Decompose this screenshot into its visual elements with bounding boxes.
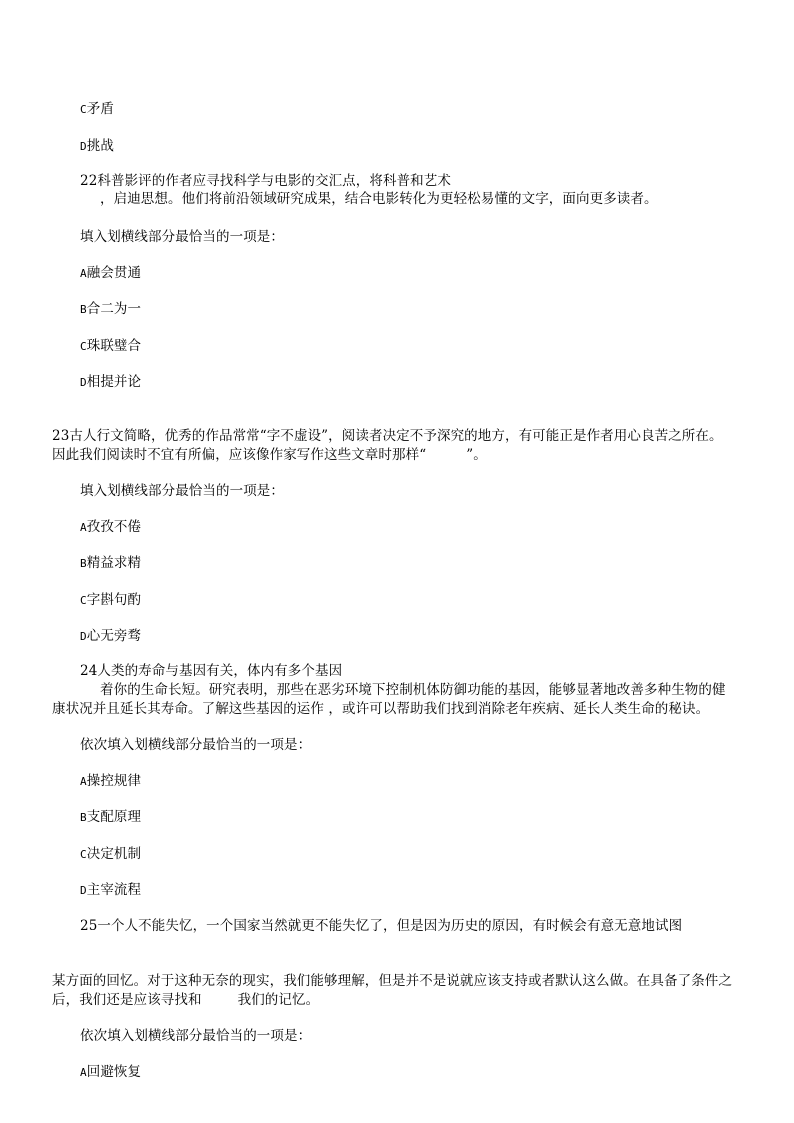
q25-line3-tail: 我们的记忆。 bbox=[237, 992, 320, 1008]
q23-option-a bbox=[80, 518, 141, 537]
option-letter: C bbox=[80, 594, 87, 607]
option-text: 主宰流程 bbox=[86, 882, 142, 898]
q23-question-line2 bbox=[52, 446, 487, 464]
option-letter: C bbox=[80, 848, 87, 861]
option-text: 挑战 bbox=[86, 138, 114, 154]
option-text: 支配原理 bbox=[86, 809, 142, 825]
option-text: 融会贯通 bbox=[86, 265, 142, 281]
q21-option-c bbox=[80, 100, 114, 119]
q24-option-d bbox=[80, 881, 141, 900]
option-text: 回避恢复 bbox=[86, 1064, 142, 1080]
option-letter: B bbox=[80, 811, 87, 824]
q23-line2-text: 因此我们阅读时不宜有所偏，应该像作家写作这些文章时那样“ bbox=[52, 447, 427, 463]
q23-option-b bbox=[80, 554, 141, 573]
option-text: 决定机制 bbox=[86, 846, 142, 862]
q22-option-c bbox=[80, 337, 141, 356]
q23-line2-close: ”。 bbox=[466, 447, 487, 463]
option-text: 心无旁骛 bbox=[86, 628, 142, 644]
q23-option-d bbox=[80, 627, 141, 646]
option-letter: A bbox=[80, 775, 87, 788]
option-text: 精益求精 bbox=[86, 555, 142, 571]
option-letter: D bbox=[80, 884, 87, 897]
q24-question-line1: 24人类的寿命与基因有关，体内有多个基因 bbox=[80, 663, 343, 679]
q25-option-a bbox=[80, 1063, 141, 1082]
q22-option-d bbox=[80, 373, 141, 392]
q22-option-a bbox=[80, 264, 141, 283]
option-text: 珠联璧合 bbox=[86, 338, 142, 354]
q25-prompt: 依次填入划横线部分最恰当的一项是： bbox=[80, 1028, 312, 1044]
q22-prompt: 填入划横线部分最恰当的一项是： bbox=[80, 229, 284, 245]
q21-option-d bbox=[80, 137, 114, 156]
q22-question-line2: ，启迪思想。他们将前沿领域研究成果，结合电影转化为更轻松易懂的文字，面向更多读者。 bbox=[100, 191, 658, 207]
option-letter: D bbox=[80, 630, 87, 643]
option-text: 矛盾 bbox=[86, 101, 114, 117]
option-text: 相提并论 bbox=[86, 374, 142, 390]
option-letter: A bbox=[80, 1066, 87, 1079]
q24-question-line3: 康状况并且延长其寿命。了解这些基因的运作 ，或许可以帮助我们找到消除老年疾病、延长人类生命的秘诀。 bbox=[52, 701, 710, 717]
q25-question-line1: 25一个人不能失忆，一个国家当然就更不能失忆了，但是因为历史的原因，有时候会有意无意地试图 bbox=[80, 918, 683, 934]
option-letter: D bbox=[80, 376, 87, 389]
option-letter: B bbox=[80, 557, 87, 570]
option-letter: D bbox=[80, 140, 87, 153]
q24-prompt: 依次填入划横线部分最恰当的一项是： bbox=[80, 737, 312, 753]
option-text: 字斟句酌 bbox=[86, 592, 142, 608]
q24-option-b bbox=[80, 808, 141, 827]
option-text: 操控规律 bbox=[86, 773, 142, 789]
q24-option-c bbox=[80, 845, 141, 864]
q25-line3-text: 后，我们还是应该寻找和 bbox=[52, 992, 202, 1008]
option-letter: A bbox=[80, 521, 87, 534]
option-letter: C bbox=[80, 103, 87, 116]
q25-question-line3 bbox=[52, 991, 319, 1009]
q24-question-line2: 着你的生命长短。研究表明，那些在恶劣环境下控制机体防御功能的基因，能够显著地改善多种生物的健 bbox=[100, 682, 726, 698]
q23-prompt: 填入划横线部分最恰当的一项是： bbox=[80, 483, 284, 499]
option-letter: C bbox=[80, 340, 87, 353]
q22-option-b bbox=[80, 300, 141, 319]
option-text: 合二为一 bbox=[86, 301, 142, 317]
q24-option-a bbox=[80, 772, 141, 791]
option-text: 孜孜不倦 bbox=[86, 519, 142, 535]
option-letter: A bbox=[80, 267, 87, 280]
option-letter: B bbox=[80, 303, 87, 316]
q22-question-line1: 22科普影评的作者应寻找科学与电影的交汇点，将科普和艺术 bbox=[80, 173, 451, 189]
q23-question-line1: 23古人行文简略，优秀的作品常常“字不虚设”，阅读者决定不予深究的地方，有可能正是作者用心良苦之所在。 bbox=[52, 428, 723, 444]
q23-option-c bbox=[80, 591, 141, 610]
q25-question-line2: 某方面的回忆。对于这种无奈的现实，我们能够理解，但是并不是说就应该支持或者默认这么做。在具备了条件之 bbox=[52, 973, 732, 989]
